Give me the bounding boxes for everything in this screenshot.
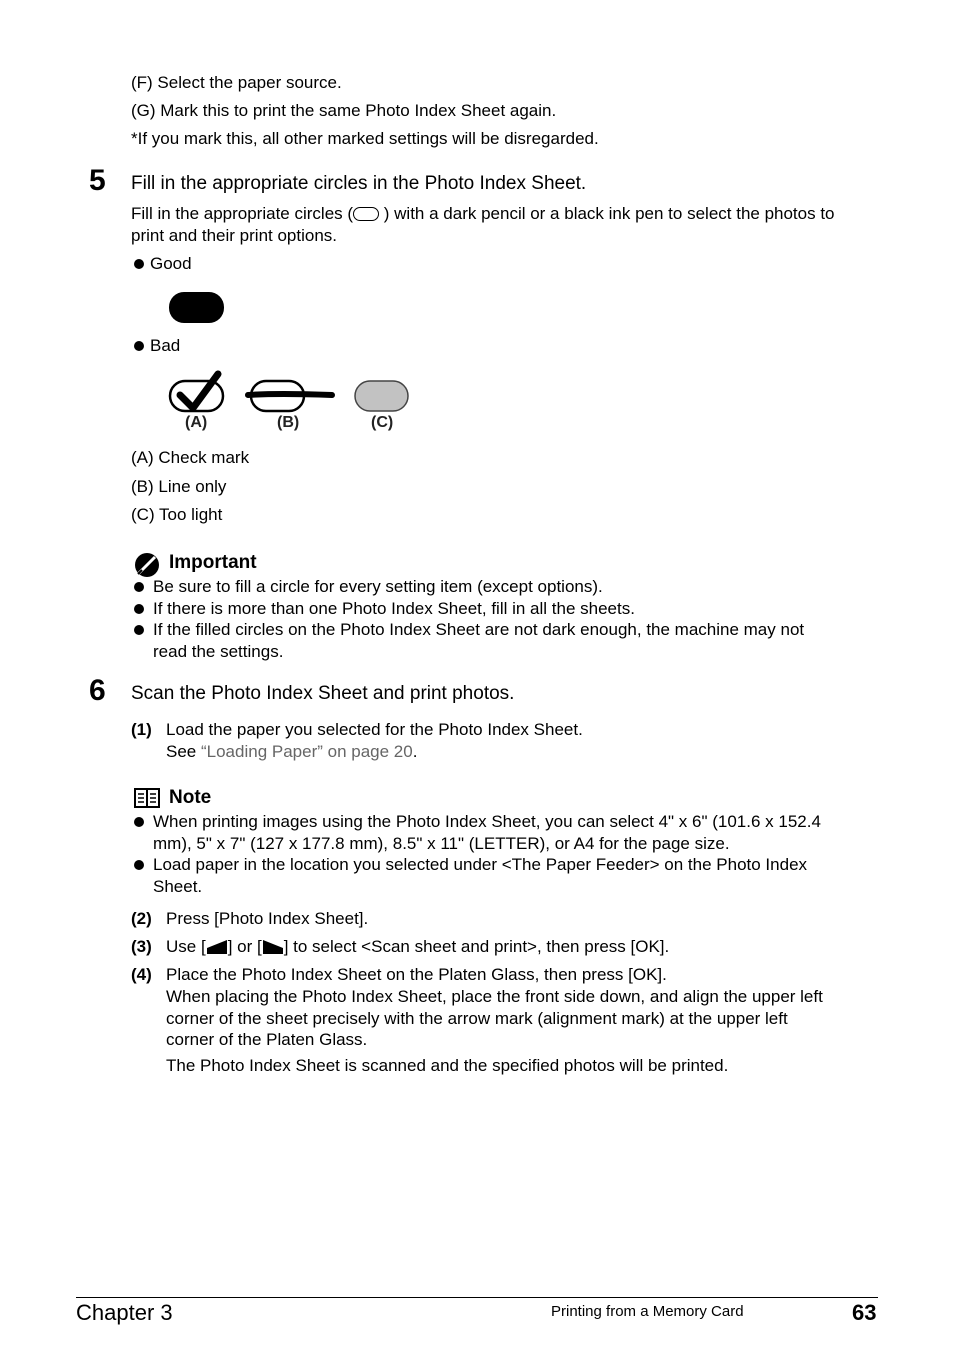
substep-3-number: (3) xyxy=(131,937,152,956)
bullet-icon xyxy=(134,604,144,614)
substep-4-detail-2: corner of the sheet precisely with the arrow mark (alignment mark) at the upper left xyxy=(166,1009,788,1028)
note-bullet-2: Load paper in the location you selected under <The Paper Feeder> on the Photo Index xyxy=(153,855,808,874)
important-bullet-2: If there is more than one Photo Index Sheet, fill in all the sheets. xyxy=(153,599,635,618)
step-6-title: Scan the Photo Index Sheet and print photos. xyxy=(131,683,515,704)
step-5-description: Fill in the appropriate circles ( ) with a dark pencil or a black ink pen to select the photos to xyxy=(131,204,835,223)
check-mark-icon xyxy=(180,374,218,408)
left-arrow-icon xyxy=(206,938,228,954)
step-5-title: Fill in the appropriate circles in the Photo Index Sheet. xyxy=(131,173,587,194)
line-mark-reprint: (G) Mark this to print the same Photo Index Sheet again. xyxy=(131,101,557,120)
legend-check-mark: (A) Check mark xyxy=(131,448,250,467)
loading-paper-link[interactable]: “Loading Paper” on page 20 xyxy=(200,742,413,761)
substep-4-result: The Photo Index Sheet is scanned and the specified photos will be printed. xyxy=(166,1056,729,1075)
bullet-icon xyxy=(134,341,144,351)
note-book-icon xyxy=(134,788,160,808)
footer-section: Printing from a Memory Card xyxy=(551,1303,744,1320)
substep-4-text: Place the Photo Index Sheet on the Platen Glass, then press [OK]. xyxy=(166,965,667,984)
line-mark-icon xyxy=(248,394,332,395)
bad-marks-illustration xyxy=(160,368,420,418)
important-bullet-1: Be sure to fill a circle for every setting item (except options). xyxy=(153,577,603,596)
substep-1-see: See “Loading Paper” on page 20. xyxy=(166,742,418,761)
substep-4-number: (4) xyxy=(131,965,152,984)
substep-4-detail-3: corner of the Platen Glass. xyxy=(166,1030,368,1049)
note-bullet-2-cont: Sheet. xyxy=(153,877,203,896)
substep-4-detail-1: When placing the Photo Index Sheet, place the front side down, and align the upper left xyxy=(166,987,823,1006)
substep-1-number: (1) xyxy=(131,720,152,739)
bullet-icon xyxy=(134,817,144,827)
bullet-icon xyxy=(134,860,144,870)
step-5-number: 5 xyxy=(89,164,106,197)
substep-2-number: (2) xyxy=(131,909,152,928)
important-heading: Important xyxy=(169,552,257,573)
footer-page-number: 63 xyxy=(852,1300,877,1325)
substep-1-text: Load the paper you selected for the Photo Index Sheet. xyxy=(166,720,583,739)
good-filled-oval xyxy=(169,292,224,323)
footer-chapter: Chapter 3 xyxy=(76,1300,173,1325)
footer-rule xyxy=(76,1297,878,1298)
step-6-number: 6 xyxy=(89,674,106,707)
bullet-icon xyxy=(134,625,144,635)
note-heading: Note xyxy=(169,787,212,808)
note-bullet-1-cont: mm), 5" x 7" (127 x 177.8 mm), 8.5" x 11" (LETTER), or A4 for the page size. xyxy=(153,834,730,853)
note-bullet-1: When printing images using the Photo Index Sheet, you can select 4" x 6" (101.6 x 152.4 xyxy=(153,812,821,831)
important-bullet-3: If the filled circles on the Photo Index Sheet are not dark enough, the machine may not xyxy=(153,620,805,639)
line-disregard-note: *If you mark this, all other marked settings will be disregarded. xyxy=(131,129,599,148)
important-bullet-3-cont: read the settings. xyxy=(153,642,284,661)
mark-label-b: (B) xyxy=(277,414,300,431)
step-5-description-line2: print and their print options. xyxy=(131,226,338,245)
good-label: Good xyxy=(150,254,192,273)
mark-label-c: (C) xyxy=(371,414,394,431)
mark-label-a: (A) xyxy=(185,414,208,431)
light-oval xyxy=(355,381,408,411)
bullet-icon xyxy=(134,259,144,269)
bad-label: Bad xyxy=(150,336,181,355)
oval-icon xyxy=(353,207,379,221)
important-icon xyxy=(134,552,160,578)
substep-2-text: Press [Photo Index Sheet]. xyxy=(166,909,369,928)
bullet-icon xyxy=(134,582,144,592)
substep-3-text: Use [ ] or [ ] to select <Scan sheet and print>, then press [OK]. xyxy=(166,937,670,956)
legend-line-only: (B) Line only xyxy=(131,477,227,496)
legend-too-light: (C) Too light xyxy=(131,505,223,524)
line-paper-source: (F) Select the paper source. xyxy=(131,73,342,92)
right-arrow-icon xyxy=(262,938,284,954)
